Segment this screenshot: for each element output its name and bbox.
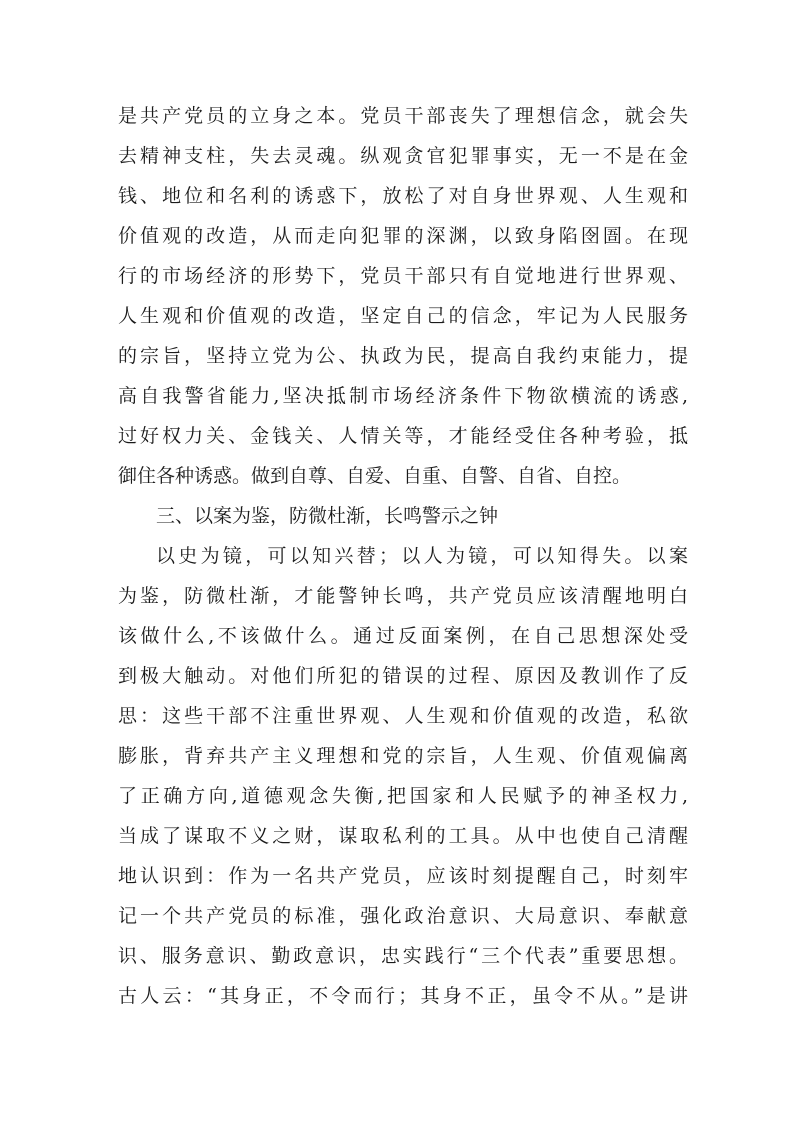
text-line: 该做什么,不该做什么。通过反面案例，在自己思想深处受 [118,625,688,647]
text-line: 为鉴，防微杜渐，才能警钟长鸣，共产党员应该清醒地明白 [118,585,688,607]
text-line: 人生观和价值观的改造，坚定自己的信念，牢记为人民服务 [118,305,688,327]
text-line: 以史为镜，可以知兴替；以人为镜，可以知得失。以案 [156,545,688,567]
text-line: 了正确方向,道德观念失衡,把国家和人民赋予的神圣权力, [118,785,688,807]
text-line: 当成了谋取不义之财，谋取私利的工具。从中也使自己清醒 [118,825,688,847]
text-line: 御住各种诱惑。做到自尊、自爱、自重、自警、自省、自控。 [118,465,632,487]
text-line: 思：这些干部不注重世界观、人生观和价值观的改造，私欲 [118,705,688,727]
text-line: 去精神支柱，失去灵魂。纵观贪官犯罪事实，无一不是在金 [118,145,688,167]
text-line: 地认识到：作为一名共产党员，应该时刻提醒自己，时刻牢 [118,865,688,887]
section-heading: 三、以案为鉴，防微杜渐，长鸣警示之钟 [156,505,499,527]
paragraph-2 [118,536,688,1016]
paragraph-1 [118,96,688,496]
text-line: 是共产党员的立身之本。党员干部丧失了理想信念，就会失 [118,105,688,127]
text-line: 古人云：“其身正，不令而行；其身不正，虽令不从。”是讲 [118,985,688,1007]
text-line: 到极大触动。对他们所犯的错误的过程、原因及教训作了反 [118,665,688,687]
text-line: 膨胀，背弃共产主义理想和党的宗旨，人生观、价值观偏离 [118,745,688,767]
text-line: 记一个共产党员的标准，强化政治意识、大局意识、奉献意 [118,905,688,927]
document-body [118,96,688,1016]
text-line: 高自我警省能力,坚决抵制市场经济条件下物欲横流的诱惑, [118,385,688,407]
text-line: 价值观的改造，从而走向犯罪的深渊，以致身陷囹圄。在现 [118,225,688,247]
text-line: 识、服务意识、勤政意识，忠实践行“三个代表”重要思想。 [118,945,688,967]
text-line: 的宗旨，坚持立党为公、执政为民，提高自我约束能力，提 [118,345,688,367]
text-line: 钱、地位和名利的诱惑下，放松了对自身世界观、人生观和 [118,185,688,207]
text-line: 行的市场经济的形势下，党员干部只有自觉地进行世界观、 [118,265,688,287]
text-line: 过好权力关、金钱关、人情关等，才能经受住各种考验，抵 [118,425,688,447]
